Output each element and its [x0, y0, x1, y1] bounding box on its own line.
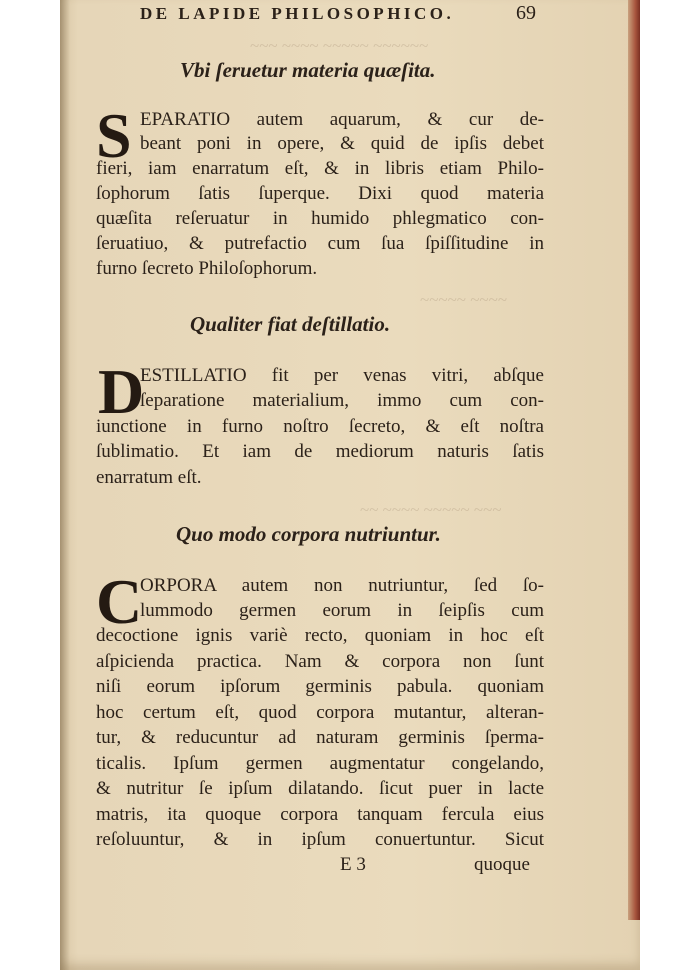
text-line: iunctione in furno noſtro ſecreto, & eſt noſtra	[96, 416, 544, 437]
text-line: ſeparatione materialium, immo cum con-	[140, 390, 544, 411]
text-line: reſoluuntur, & in ipſum conuertuntur. Sicut	[96, 829, 544, 850]
catchword: quoque	[474, 854, 530, 875]
section-heading: Vbi ſeruetur materia quæſita.	[180, 58, 436, 82]
text-line: ſeruatiuo, & putrefactio cum ſua ſpiſſitudine in	[96, 233, 544, 254]
text-line: hoc certum eſt, quod corpora mutantur, alteran-	[96, 702, 544, 723]
text-line: lummodo germen eorum in ſeipſis cum	[140, 600, 544, 621]
page-number: 69	[516, 2, 536, 24]
bleed-through: ~~~ ~~~~ ~~~~~ ~~~~~~	[250, 36, 429, 55]
text-line: ESTILLATIO fit per venas vitri, abſque	[140, 365, 544, 386]
drop-capital: D	[98, 356, 145, 427]
text-line: ticalis. Ipſum germen augmentatur congelando,	[96, 753, 544, 774]
running-title: DE LAPIDE PHILOSOPHICO.	[140, 4, 455, 23]
text-line: aſpicienda practica. Nam & corpora non ſunt	[96, 651, 544, 672]
bleed-through: ~~~~~ ~~~~	[420, 290, 508, 309]
text-line: beant poni in opere, & quid de ipſis debet	[140, 133, 544, 154]
text-line: matris, ita quoque corpora tanquam fercula eius	[96, 804, 544, 825]
drop-capital: C	[96, 566, 143, 637]
text-line: niſi eorum ipſorum germinis pabula. quoniam	[96, 676, 544, 697]
text-line: ORPORA autem non nutriuntur, ſed ſo-	[140, 575, 544, 596]
bleed-through: ~~ ~~~~ ~~~~~ ~~~	[360, 500, 502, 519]
red-page-edge	[628, 0, 640, 920]
text-line: ſophorum ſatis ſuperque. Dixi quod materia	[96, 183, 544, 204]
text-line: furno ſecreto Philoſophorum.	[96, 258, 318, 279]
drop-capital: S	[96, 100, 132, 171]
section-heading: Quo modo corpora nutriuntur.	[176, 522, 441, 546]
text-line: tur, & reducuntur ad naturam germinis ſperma-	[96, 727, 544, 748]
text-line: ſublimatio. Et iam de mediorum naturis ſatis	[96, 441, 544, 462]
text-line: enarratum eſt.	[96, 467, 202, 488]
gutter-shadow	[60, 0, 70, 970]
text-line: & nutritur ſe ipſum dilatando. ſicut puer in lacte	[96, 778, 544, 799]
text-line: quæſita reſeruatur in humido phlegmatico con-	[96, 208, 544, 229]
text-line: decoctione ignis variè recto, quoniam in hoc eſt	[96, 625, 544, 646]
signature-mark: E 3	[340, 854, 366, 875]
section-heading: Qualiter fiat deſtillatio.	[190, 312, 391, 336]
text-line: EPARATIO autem aquarum, & cur de-	[140, 109, 544, 130]
text-line: fieri, iam enarratum eſt, & in libris etiam Philo-	[96, 158, 544, 179]
